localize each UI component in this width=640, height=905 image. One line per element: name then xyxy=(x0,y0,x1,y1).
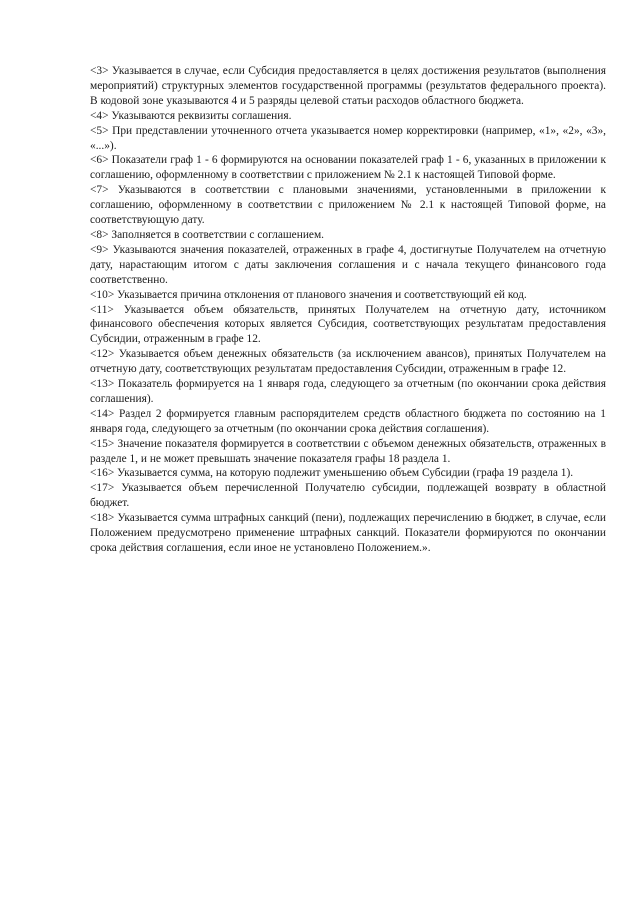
footnote-14: <14> Раздел 2 формируется главным распорядителем средств областного бюджета по состоянию на 1 января года, следующего за отчетным (по окончании срока действия соглашения). xyxy=(90,407,606,435)
footnote-9: <9> Указываются значения показателей, отраженных в графе 4, достигнутые Получателем на отчетную дату, нарастающим итогом с даты заключения соглашения и с начала текущего финансового года соответственно. xyxy=(90,243,606,286)
footnote-13: <13> Показатель формируется на 1 января года, следующего за отчетным (по окончании срока действия соглашения). xyxy=(90,378,606,405)
footnote-10: <10> Указывается причина отклонения от планового значения и соответствующий ей код. xyxy=(90,288,527,301)
footnote-4: <4> Указываются реквизиты соглашения. xyxy=(90,109,292,122)
footnote-5: <5> При представлении уточненного отчета указывается номер корректировки (например, «1», «2», «3», «...»). xyxy=(90,124,606,152)
footnote-15: <15> Значение показателя формируется в соответствии с объемом денежных обязательств, отраженных в разделе 1, и не может превышать значение показателя графы 18 раздела 1. xyxy=(90,437,606,465)
footnote-8: <8> Заполняется в соответствии с соглашением. xyxy=(90,228,325,241)
footnote-12: <12> Указывается объем денежных обязательств (за исключением авансов), принятых Получателем на отчетную дату, соответствующих результатам предоставления Субсидии, отраженным в графе 12. xyxy=(90,348,606,376)
footnote-7: <7> Указываются в соответствии с плановыми значениями, установленными в приложении к соглашению, оформленному в соответствии с приложением № 2.1 к настоящей Типовой форме, на соответствующую дату. xyxy=(90,184,606,227)
footnotes-block xyxy=(90,64,606,556)
footnote-17: <17> Указывается объем перечисленной Получателю субсидии, подлежащей возврату в областной бюджет. xyxy=(90,482,606,510)
footnote-16: <16> Указывается сумма, на которую подлежит уменьшению объем Субсидии (графа 19 раздела 1). xyxy=(90,467,574,480)
footnote-18: <18> Указывается сумма штрафных санкций (пени), подлежащих перечислению в бюджет, в случае, если Положением предусмотрено применение штрафных санкций. Показатели формируются по окончании срока действия соглашения, если иное не установлено Положением.». xyxy=(90,512,606,554)
footnote-3: <3> Указывается в случае, если Субсидия предоставляется в целях достижения результатов (выполнения мероприятий) структурных элементов государственной программы (результатов федерального проекта). В кодовой зоне указываются 4 и 5 разряды целевой статьи расходов областного бюджета. xyxy=(90,65,606,107)
footnote-11: <11> Указывается объем обязательств, принятых Получателем на отчетную дату, источником финансового обеспечения которых является Субсидия, соответствующих результатам предоставления Субсидии, отраженным в графе 12. xyxy=(90,303,606,346)
footnote-6: <6> Показатели граф 1 - 6 формируются на основании показателей граф 1 - 6, указанных в приложении к соглашению, оформленному в соответствии с приложением № 2.1 к настоящей Типовой форме. xyxy=(90,154,606,182)
